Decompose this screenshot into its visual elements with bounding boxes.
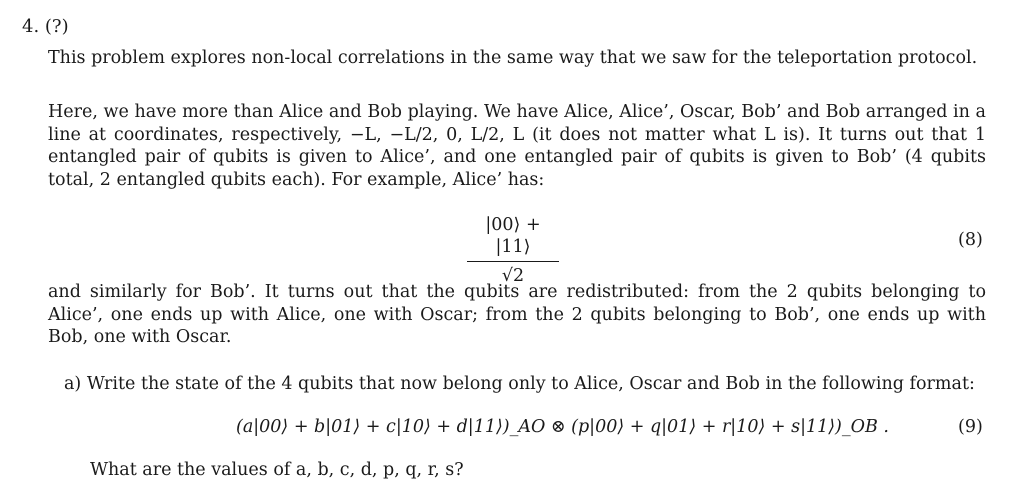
equation-number-8: (8): [958, 230, 983, 250]
fraction: [467, 214, 559, 287]
fraction-numerator: |00⟩ + |11⟩: [485, 215, 541, 257]
fraction-bar: [467, 261, 559, 262]
equation-number-9: (9): [958, 417, 983, 437]
fraction-denominator: √2: [501, 266, 525, 286]
part-a-prompt: a) Write the state of the 4 qubits that now belong only to Alice, Oscar and Bob in the following format:: [64, 374, 975, 394]
problem-number: 4. (?): [22, 16, 69, 37]
intro-paragraph: This problem explores non-local correlations in the same way that we saw for the teleportation protocol.: [48, 48, 978, 68]
setup-paragraph: Here, we have more than Alice and Bob playing. We have Alice, Alice’, Oscar, Bob’ and Bob arranged in a line at coordinates, respectively, −L, −L/2, 0, L/2, L (it does not matter what L is). It turns out that 1 entangled pair of qubits is given to Alice’, and one entangled pair of qubits is given to Bob’ (4 qubits total, 2 entangled qubits each). For example, Alice’ has:: [48, 102, 986, 190]
redistribution-paragraph: and similarly for Bob’. It turns out that the qubits are redistributed: from the 2 qubits belonging to Alice’, one ends up with Alice, one with Oscar; from the 2 qubits belonging to Bob’, one ends up with Bob, one with Oscar.: [48, 282, 986, 347]
question-text: What are the values of a, b, c, d, p, q, r, s?: [90, 460, 464, 480]
equation-8: [0, 214, 1024, 286]
equation-9-expression: (a|00⟩ + b|01⟩ + c|10⟩ + d|11⟩)_AO ⊗ (p|00⟩ + q|01⟩ + r|10⟩ + s|11⟩)_OB .: [236, 417, 889, 437]
